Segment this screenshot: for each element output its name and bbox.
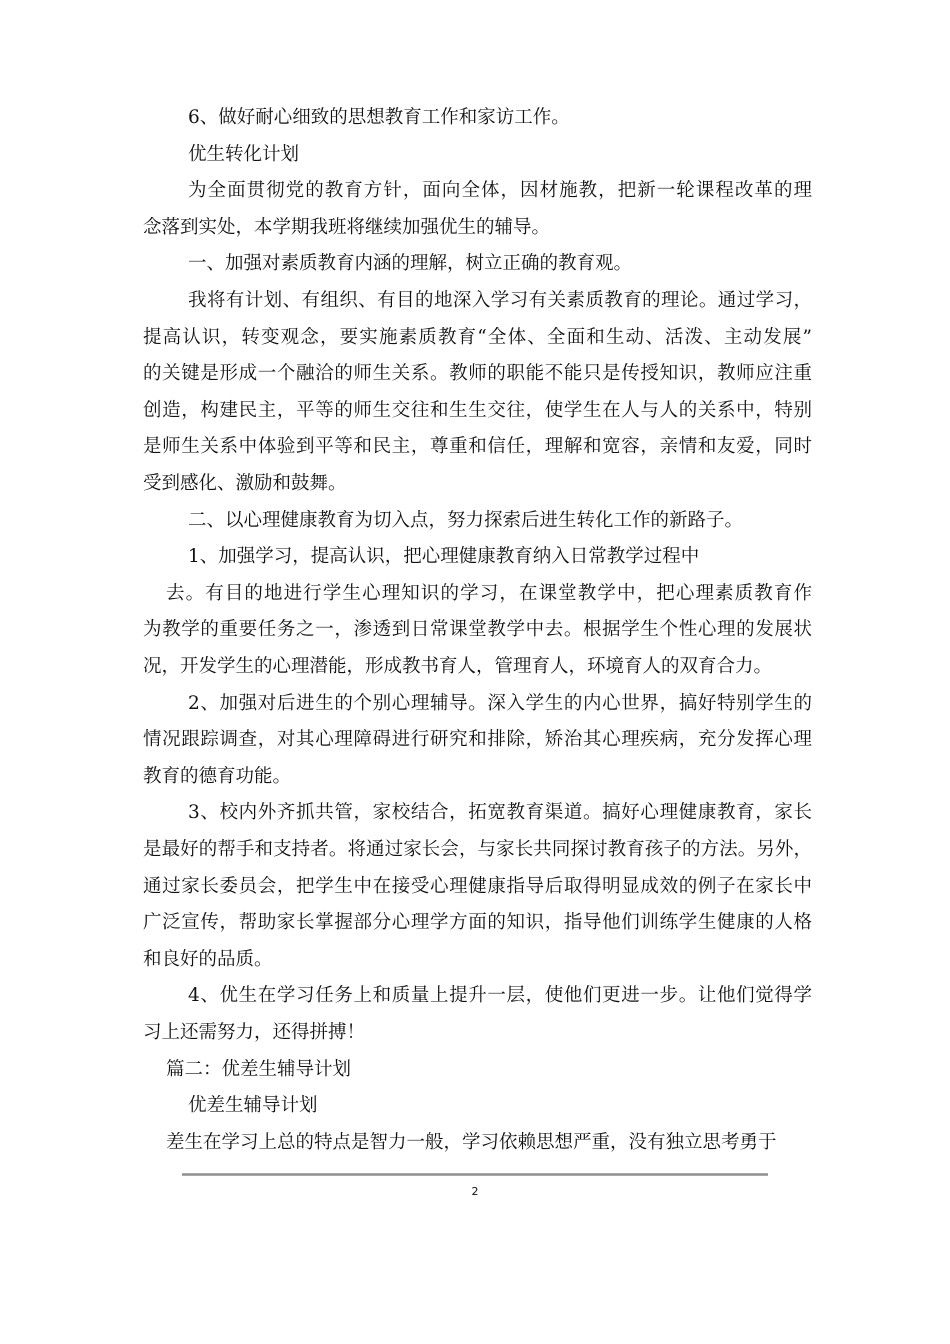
text-line: 和良好的品质。 bbox=[143, 948, 273, 970]
text-line: 我将有计划、有组织、有目的地深入学习有关素质教育的理论。通过学习， bbox=[188, 290, 812, 311]
text-line: 的关键是形成一个融洽的师生关系。教师的职能不能只是传授知识，教师应注重 bbox=[143, 363, 812, 385]
text-line: 2、加强对后进生的个别心理辅导。深入学生的内心世界，搞好特别学生的 bbox=[188, 692, 812, 714]
text-line: 受到感化、激励和鼓舞。 bbox=[143, 473, 347, 494]
section-heading: 篇二：优差生辅导计划 bbox=[166, 1058, 352, 1080]
section-heading: 优差生辅导计划 bbox=[188, 1095, 318, 1117]
text-line: 为教学的重要任务之一，渗透到日常课堂教学中去。根据学生个性心理的发展状 bbox=[143, 619, 812, 641]
text-line: 4、优生在学习任务上和质量上提升一层，使他们更进一步。让他们觉得学 bbox=[188, 985, 812, 1007]
text-line: 3、校内外齐抓共管，家校结合，拓宽教育渠道。搞好心理健康教育，家长 bbox=[188, 802, 812, 824]
text-line: 6、做好耐心细致的思想教育工作和家访工作。 bbox=[188, 107, 570, 128]
text-line: 况，开发学生的心理潜能，形成教书育人，管理育人，环境育人的双育合力。 bbox=[143, 656, 773, 677]
text-line: 情况跟踪调查，对其心理障碍进行研究和排除，矫治其心理疾病，充分发挥心理 bbox=[143, 729, 812, 751]
text-line: 去。有目的地进行学生心理知识的学习，在课堂教学中，把心理素质教育作 bbox=[166, 582, 812, 604]
text-line: 为全面贯彻党的教育方针，面向全体，因材施教，把新一轮课程改革的理 bbox=[188, 180, 812, 202]
section-heading: 优生转化计划 bbox=[188, 143, 300, 165]
text-line: 是最好的帮手和支持者。将通过家长会，与家长共同探讨教育孩子的方法。另外， bbox=[143, 839, 812, 860]
text-line: 是师生关系中体验到平等和民主，尊重和信任，理解和宽容，亲情和友爱，同时 bbox=[143, 436, 812, 458]
footer-divider bbox=[182, 1173, 768, 1176]
text-line: 教育的德育功能。 bbox=[143, 765, 292, 787]
text-line: 1、加强学习，提高认识，把心理健康教育纳入日常教学过程中 bbox=[188, 546, 700, 568]
text-line: 差生在学习上总的特点是智力一般，学习依赖思想严重，没有独立思考勇于 bbox=[166, 1131, 777, 1153]
section-heading: 二、以心理健康教育为切入点，努力探索后进生转化工作的新路子。 bbox=[188, 509, 744, 531]
section-heading: 一、加强对素质教育内涵的理解，树立正确的教育观。 bbox=[188, 253, 633, 275]
page-number: 2 bbox=[471, 1184, 479, 1198]
text-line: 念落到实处，本学期我班将继续加强优生的辅导。 bbox=[143, 216, 551, 238]
text-line: 创造，构建民主，平等的师生交往和生生交往，使学生在人与人的关系中，特别 bbox=[143, 399, 812, 421]
text-line: 通过家长委员会，把学生中在接受心理健康指导后取得明显成效的例子在家长中 bbox=[143, 875, 812, 897]
text-line: 提高认识，转变观念，要实施素质教育“全体、全面和生动、活泼、主动发展” bbox=[143, 326, 812, 348]
text-line: 习上还需努力，还得拼搏！ bbox=[143, 1022, 366, 1043]
text-line: 广泛宣传，帮助家长掌握部分心理学方面的知识，指导他们训练学生健康的人格 bbox=[143, 912, 812, 934]
